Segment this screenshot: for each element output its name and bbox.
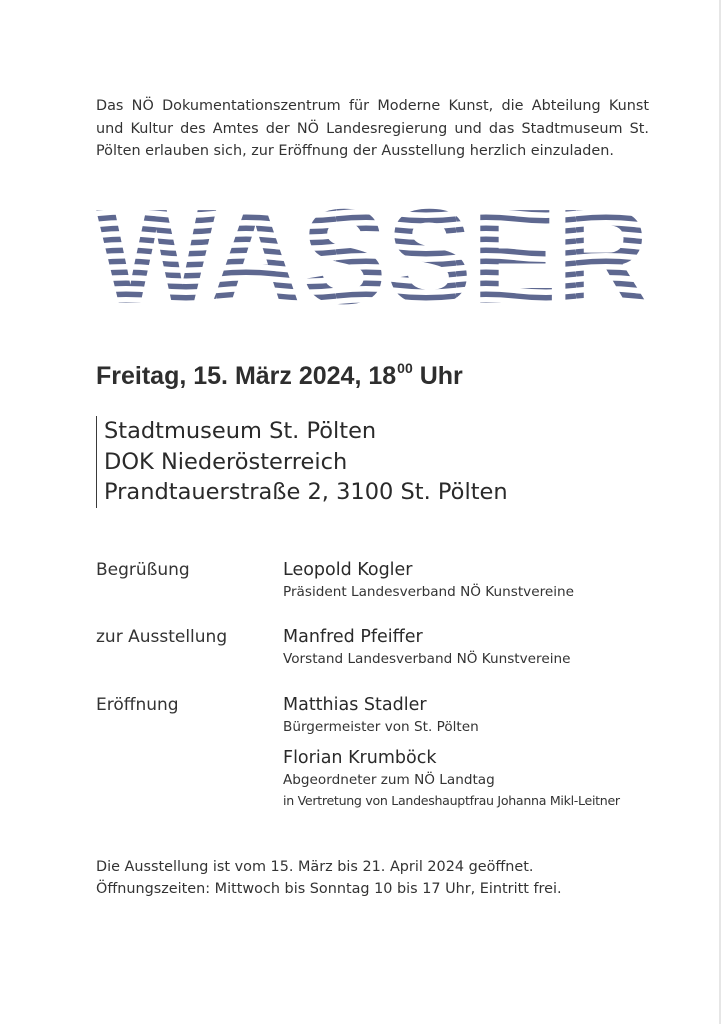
- exhibition-title-logo: [96, 205, 649, 305]
- speaker-role: Präsident Landesverband NÖ Kunstvereine: [283, 584, 574, 600]
- venue-line-street: Prandtauerstraße 2, 3100 St. Pölten: [104, 479, 508, 505]
- exhibition-dates: Die Ausstellung ist vom 15. März bis 21. April 2024 geöffnet.: [96, 859, 534, 875]
- program-label: Eröffnung: [96, 695, 179, 715]
- speaker-name: Leopold Kogler: [283, 560, 413, 580]
- speaker-role: Bürgermeister von St. Pölten: [283, 719, 479, 735]
- speaker: [283, 558, 574, 602]
- event-time-minutes: 00: [397, 360, 413, 376]
- speaker-role: Abgeordneter zum NÖ Landtag: [283, 772, 495, 788]
- opening-hours: Öffnungszeiten: Mittwoch bis Sonntag 10 bis 17 Uhr, Eintritt frei.: [96, 881, 562, 897]
- speaker: [283, 625, 570, 669]
- venue-line-museum: Stadtmuseum St. Pölten: [104, 418, 377, 444]
- event-date: [96, 358, 463, 394]
- speaker-name: Matthias Stadler: [283, 695, 427, 715]
- speaker: [283, 693, 479, 737]
- intro-text: Das NÖ Dokumentationszentrum für Moderne Kunst, die Abteilung Kunst und Kultur des Amtes der NÖ Landesregierung und das Stadtmuseum St. Pölten erlauben sich, zur Eröffnung der Ausstellung herzlich einzuladen.: [96, 98, 649, 159]
- speaker-name: Florian Krumböck: [283, 748, 437, 768]
- speaker-role: Vorstand Landesverband NÖ Kunstvereine: [283, 651, 571, 667]
- exhibition-info: [96, 856, 562, 900]
- speaker: [283, 746, 620, 812]
- exhibition-title-text: WASSER: [96, 205, 649, 305]
- venue-address: [96, 416, 508, 508]
- program-label: Begrüßung: [96, 560, 190, 580]
- program-label: zur Ausstellung: [96, 627, 228, 647]
- speaker-note: in Vertretung von Landeshauptfrau Johanna Mikl-Leitner: [283, 793, 620, 808]
- event-time-suffix: Uhr: [419, 362, 463, 390]
- speaker-name: Manfred Pfeiffer: [283, 627, 423, 647]
- venue-line-institution: DOK Niederösterreich: [104, 448, 348, 475]
- event-date-text: Freitag, 15. März 2024, 18: [96, 362, 397, 390]
